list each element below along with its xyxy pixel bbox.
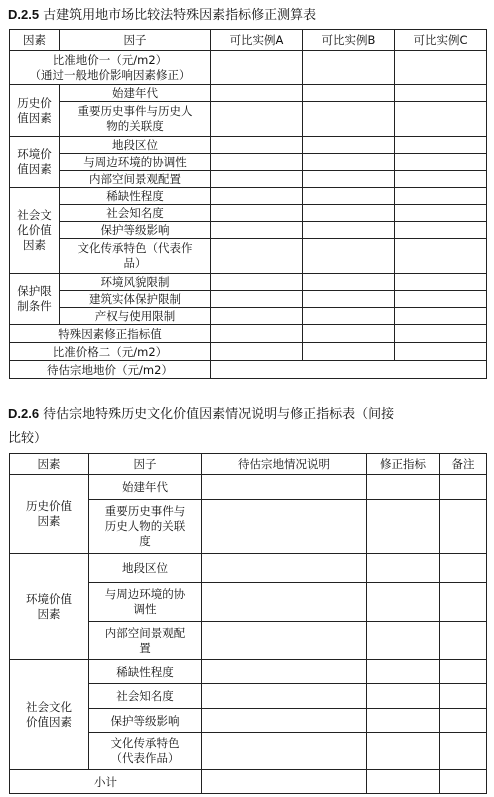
value-cell[interactable] — [395, 308, 487, 325]
value-cell[interactable] — [211, 154, 303, 171]
group-label: 社会文化 价值因素 — [10, 660, 89, 770]
value-cell[interactable] — [303, 171, 395, 188]
note-cell[interactable] — [440, 622, 487, 660]
index-cell[interactable] — [367, 583, 440, 622]
table1-title — [8, 6, 316, 25]
factor-cell: 稀缺性程度 — [60, 188, 211, 205]
header-cell: 待估宗地情况说明 — [202, 454, 367, 475]
index-cell[interactable] — [367, 500, 440, 554]
value-cell[interactable] — [395, 171, 487, 188]
note-cell[interactable] — [440, 709, 487, 733]
row-label-base-price: 比准地价一（元/m2） （通过一般地价影响因素修正） — [10, 51, 211, 85]
description-cell[interactable] — [202, 770, 367, 794]
note-cell[interactable] — [440, 475, 487, 500]
value-cell[interactable] — [395, 222, 487, 239]
factor-cell: 保护等级影响 — [89, 709, 202, 733]
group-label: 历史价 值因素 — [10, 85, 60, 137]
value-cell[interactable] — [303, 291, 395, 308]
factor-cell: 稀缺性程度 — [89, 660, 202, 684]
value-cell[interactable] — [303, 274, 395, 291]
index-cell[interactable] — [367, 622, 440, 660]
value-cell[interactable] — [211, 308, 303, 325]
value-cell[interactable] — [395, 239, 487, 274]
description-cell[interactable] — [202, 684, 367, 709]
header-cell: 因子 — [60, 30, 211, 51]
description-cell[interactable] — [202, 583, 367, 622]
header-cell: 可比实例B — [303, 30, 395, 51]
group-label: 社会文 化价值 因素 — [10, 188, 60, 274]
note-cell[interactable] — [440, 583, 487, 622]
header-cell: 可比实例A — [211, 30, 303, 51]
factor-cell: 地段区位 — [60, 137, 211, 154]
factor-cell: 重要历史事件与历史人 物的关联度 — [60, 102, 211, 137]
value-cell[interactable] — [211, 171, 303, 188]
description-cell[interactable] — [202, 709, 367, 733]
value-cell[interactable] — [303, 308, 395, 325]
index-cell[interactable] — [367, 475, 440, 500]
factor-cell: 社会知名度 — [60, 205, 211, 222]
value-cell[interactable] — [303, 205, 395, 222]
value-cell[interactable] — [395, 154, 487, 171]
value-cell[interactable] — [303, 325, 395, 343]
table-d25 — [9, 29, 487, 379]
value-cell[interactable] — [211, 291, 303, 308]
index-cell[interactable] — [367, 554, 440, 583]
value-cell[interactable] — [211, 205, 303, 222]
table-d26 — [9, 453, 487, 794]
factor-cell: 始建年代 — [60, 85, 211, 102]
value-cell[interactable] — [211, 102, 303, 137]
value-cell[interactable] — [395, 188, 487, 205]
note-cell[interactable] — [440, 500, 487, 554]
value-cell[interactable] — [303, 102, 395, 137]
value-cell[interactable] — [211, 85, 303, 102]
row-label-index: 特殊因素修正指标值 — [10, 325, 211, 343]
value-cell[interactable] — [303, 154, 395, 171]
table2-title-line1: 待估宗地特殊历史文化价值因素情况说明与修正指标表（间接 — [43, 407, 395, 422]
value-cell[interactable] — [303, 85, 395, 102]
group-label: 历史价值 因素 — [10, 475, 89, 554]
factor-cell: 环境风貌限制 — [60, 274, 211, 291]
value-cell[interactable] — [211, 325, 303, 343]
value-cell[interactable] — [395, 291, 487, 308]
table2-title — [8, 405, 394, 424]
factor-cell: 文化传承特色（代表作 品） — [60, 239, 211, 274]
value-cell[interactable] — [395, 205, 487, 222]
factor-cell: 文化传承特色 （代表作品） — [89, 733, 202, 770]
factor-cell: 产权与使用限制 — [60, 308, 211, 325]
value-cell[interactable] — [303, 222, 395, 239]
value-cell[interactable] — [303, 239, 395, 274]
description-cell[interactable] — [202, 660, 367, 684]
header-cell: 因素 — [10, 454, 89, 475]
note-cell[interactable] — [440, 660, 487, 684]
value-cell[interactable] — [395, 137, 487, 154]
value-cell[interactable] — [303, 343, 395, 361]
index-cell[interactable] — [367, 684, 440, 709]
factor-cell: 与周边环境的协 调性 — [89, 583, 202, 622]
factor-cell: 地段区位 — [89, 554, 202, 583]
table2-title-line2: 比较） — [8, 431, 48, 446]
value-cell[interactable] — [211, 137, 303, 154]
table2-number: D.2.6 — [8, 406, 40, 421]
table2-title-cont — [8, 430, 47, 448]
note-cell[interactable] — [440, 770, 487, 794]
value-cell[interactable] — [395, 343, 487, 361]
subtotal-label: 小计 — [10, 770, 202, 794]
value-cell[interactable] — [211, 274, 303, 291]
value-cell[interactable] — [211, 239, 303, 274]
note-cell[interactable] — [440, 684, 487, 709]
factor-cell: 建筑实体保护限制 — [60, 291, 211, 308]
group-label: 保护限 制条件 — [10, 274, 60, 325]
factor-cell: 始建年代 — [89, 475, 202, 500]
final-value-cell[interactable] — [211, 361, 487, 379]
description-cell[interactable] — [202, 554, 367, 583]
index-cell[interactable] — [367, 709, 440, 733]
header-cell: 因子 — [89, 454, 202, 475]
table1-number: D.2.5 — [8, 7, 40, 22]
header-cell: 修正指标 — [367, 454, 440, 475]
value-cell[interactable] — [395, 51, 487, 85]
index-cell[interactable] — [367, 770, 440, 794]
group-label: 环境价值 因素 — [10, 554, 89, 660]
description-cell[interactable] — [202, 500, 367, 554]
index-cell[interactable] — [367, 733, 440, 770]
value-cell[interactable] — [395, 85, 487, 102]
group-label: 环境价 值因素 — [10, 137, 60, 188]
value-cell[interactable] — [211, 188, 303, 205]
factor-cell: 内部空间景观配置 — [60, 171, 211, 188]
row-label-final-price: 待估宗地地价（元/m2） — [10, 361, 211, 379]
index-cell[interactable] — [367, 660, 440, 684]
value-cell[interactable] — [303, 137, 395, 154]
factor-cell: 社会知名度 — [89, 684, 202, 709]
description-cell[interactable] — [202, 622, 367, 660]
value-cell[interactable] — [395, 102, 487, 137]
row-label-price2: 比准价格二（元/m2） — [10, 343, 211, 361]
description-cell[interactable] — [202, 733, 367, 770]
note-cell[interactable] — [440, 554, 487, 583]
factor-cell: 重要历史事件与 历史人物的关联 度 — [89, 500, 202, 554]
header-cell: 因素 — [10, 30, 60, 51]
value-cell[interactable] — [211, 343, 303, 361]
factor-cell: 与周边环境的协调性 — [60, 154, 211, 171]
header-cell: 备注 — [440, 454, 487, 475]
note-cell[interactable] — [440, 733, 487, 770]
table1-title-text: 古建筑用地市场比较法特殊因素指标修正测算表 — [43, 8, 317, 23]
value-cell[interactable] — [395, 325, 487, 343]
factor-cell: 保护等级影响 — [60, 222, 211, 239]
description-cell[interactable] — [202, 475, 367, 500]
header-cell: 可比实例C — [395, 30, 487, 51]
factor-cell: 内部空间景观配 置 — [89, 622, 202, 660]
value-cell[interactable] — [211, 222, 303, 239]
value-cell[interactable] — [211, 51, 303, 85]
value-cell[interactable] — [303, 51, 395, 85]
value-cell[interactable] — [303, 188, 395, 205]
value-cell[interactable] — [395, 274, 487, 291]
